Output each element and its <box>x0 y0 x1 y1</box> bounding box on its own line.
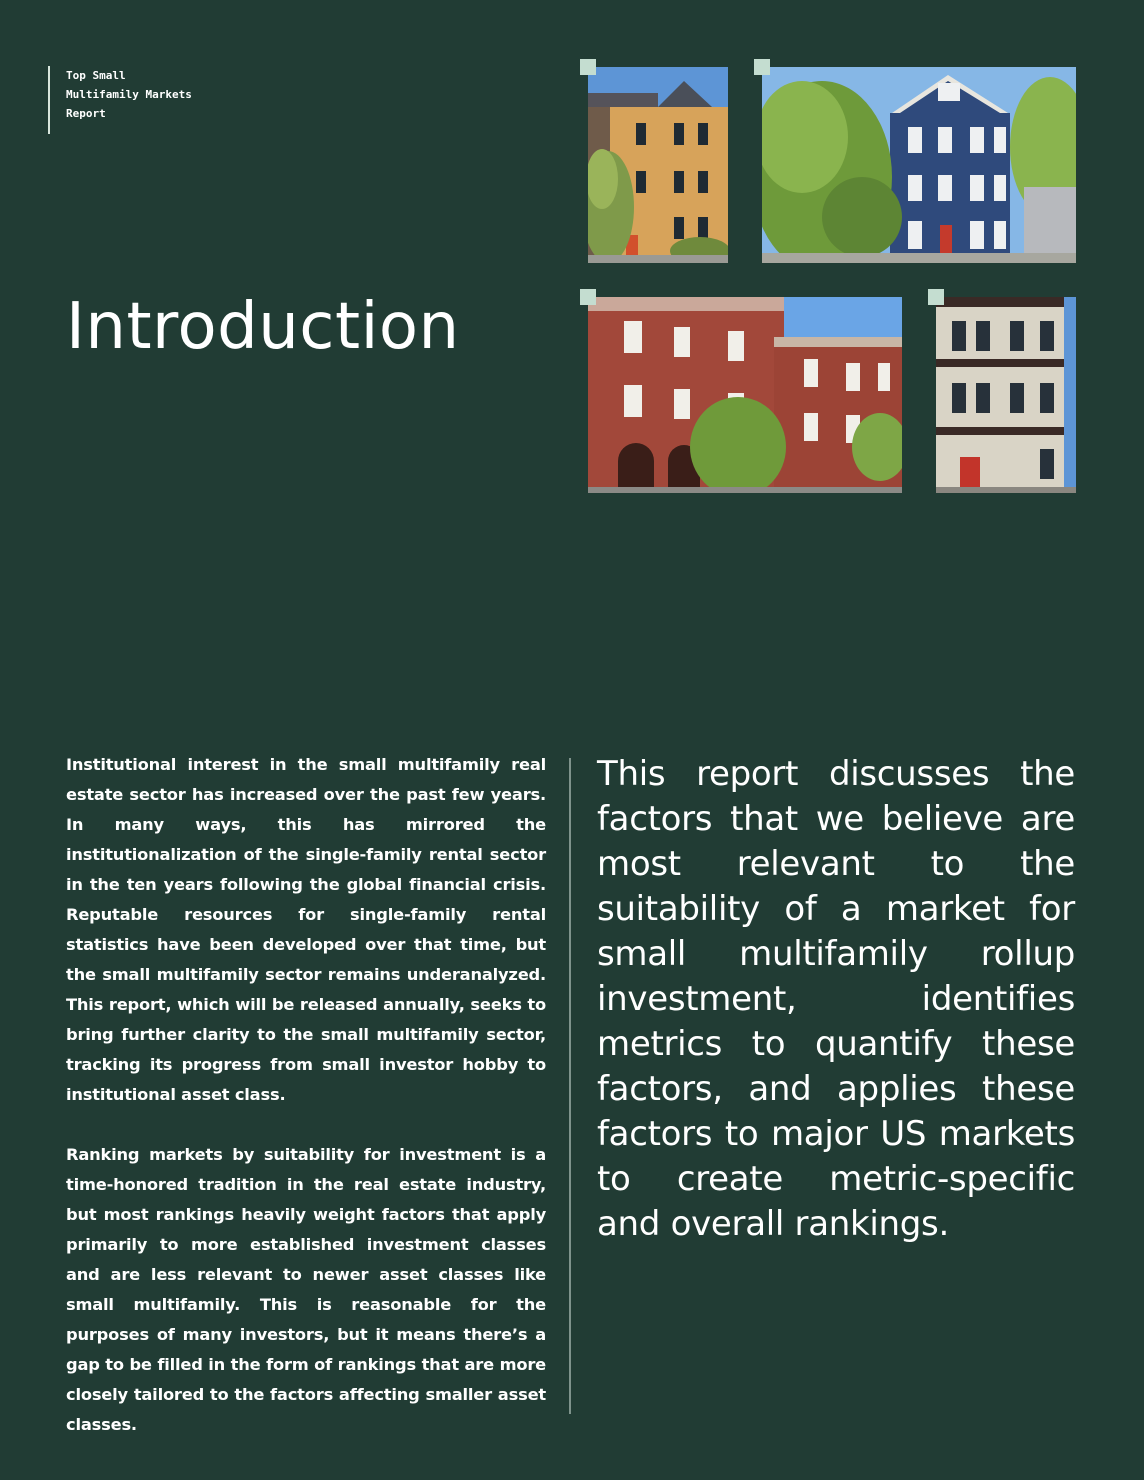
photo-blue-house <box>762 67 1076 263</box>
body-paragraph: Institutional interest in the small multifamily real estate sector has increased over the past few years. In many ways, this has mirrored the institutionalization of the single-family rental sector in the ten years following the global financial crisis. Reputable resources for single-family rental statistics have been developed over that time, but the small multifamily sector remains underanalyzed. This report, which will be released annually, seeks to bring further clarity to the small multifamily sector, tracking its progress from small investor hobby to institutional asset class. <box>66 755 546 1104</box>
running-head-line: Multifamily Markets <box>66 88 192 101</box>
pull-quote: This report discusses the factors that we believe are most relevant to the suitability of a market for small multifamily rollup investment, identifies metrics to quantify these factors, and applies these factors to major US markets to create metric-specific and overall rankings. <box>597 754 1075 1244</box>
corner-marker <box>580 289 596 305</box>
photo-yellow-brick-building <box>588 67 728 263</box>
running-head-line: Top Small <box>66 69 126 82</box>
running-head <box>48 66 228 134</box>
body-paragraph: Ranking markets by suitability for investment is a time-honored tradition in the real estate industry, but most rankings heavily weight factors that apply primarily to more established investment classes and are less relevant to newer asset classes like small multifamily. This is reasonable for the purposes of many investors, but it means there’s a gap to be filled in the form of rankings that are more closely tailored to the factors affecting smaller asset classes. <box>66 1145 546 1434</box>
column-divider <box>569 758 571 1414</box>
running-head-line: Report <box>66 107 106 120</box>
photo-red-brick-buildings <box>588 297 902 493</box>
corner-marker <box>754 59 770 75</box>
photo-cream-house <box>936 297 1076 493</box>
body-text-column <box>66 750 546 1470</box>
corner-marker <box>928 289 944 305</box>
page-title: Introduction <box>66 290 460 364</box>
corner-marker <box>580 59 596 75</box>
